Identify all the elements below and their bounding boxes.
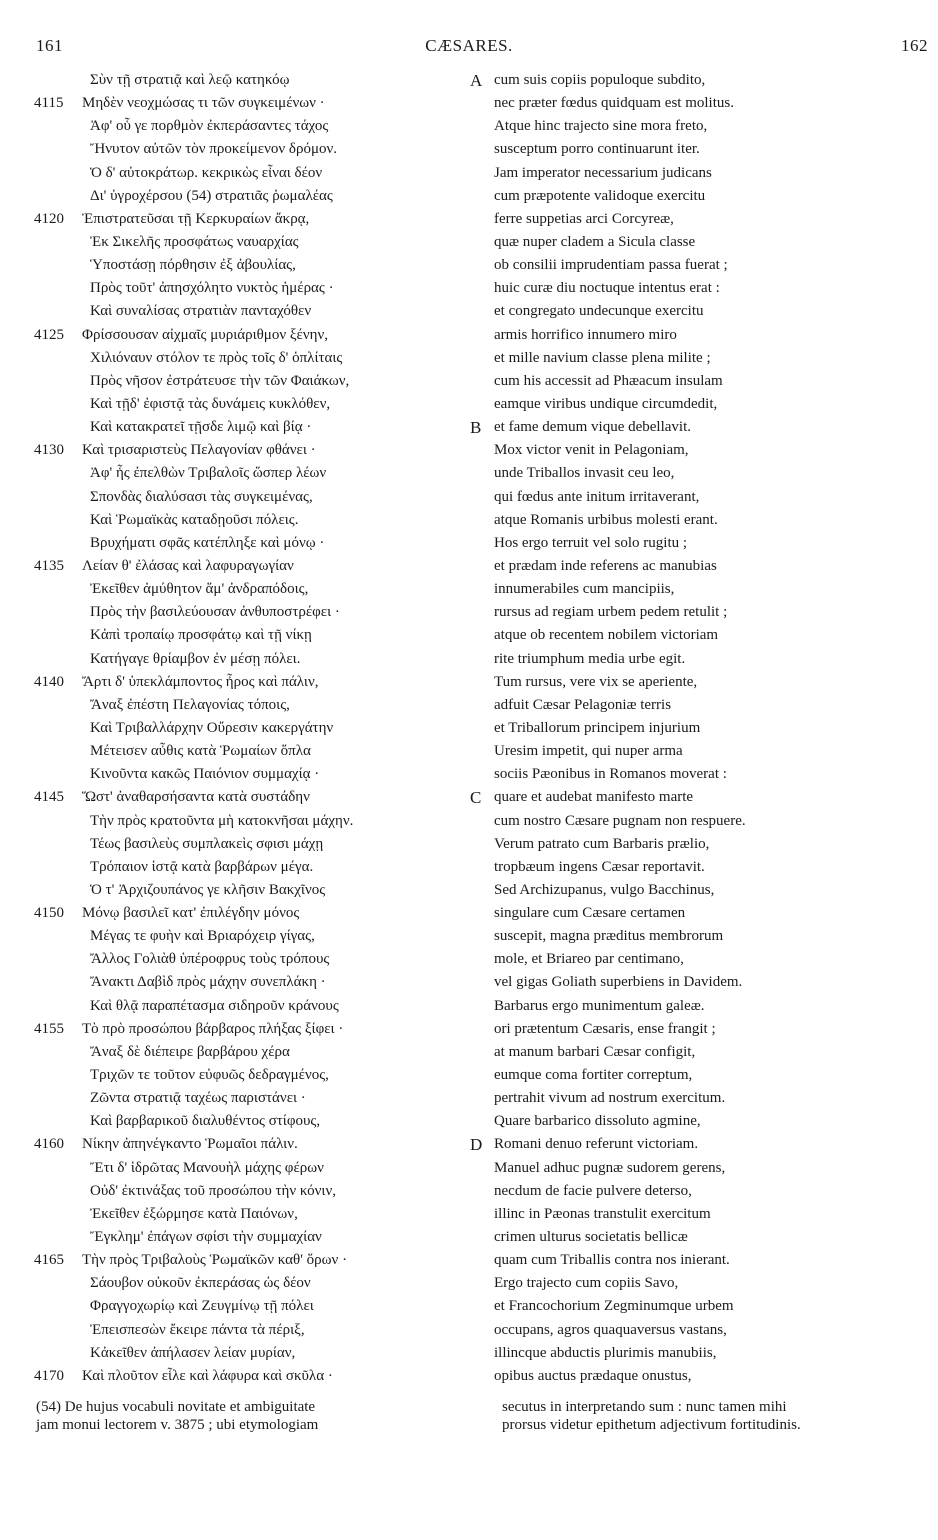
latin-verse-text: ob consilii imprudentiam passa fuerat ;	[494, 257, 728, 274]
latin-verse-text: adfuit Cæsar Pelagoniæ terris	[494, 696, 672, 713]
greek-verse-line	[34, 1041, 484, 1064]
latin-verse-line	[470, 1295, 930, 1318]
latin-verse-text: et prædam inde referens ac manubias	[494, 557, 717, 574]
latin-verse-line	[470, 393, 930, 416]
latin-verse-line	[470, 717, 930, 740]
greek-verse-line	[34, 1064, 484, 1087]
latin-verse-line	[470, 324, 930, 347]
greek-verse-line	[34, 786, 484, 809]
verse-number: 4140	[34, 673, 64, 690]
latin-verse-line	[470, 92, 930, 115]
greek-verse-line	[34, 1365, 484, 1388]
latin-verse-text: huic curæ diu noctuque intentus erat :	[494, 280, 720, 297]
latin-verse-text: cum suis copiis populoque subdito,	[494, 72, 706, 88]
greek-verse-text: Δι' ὑγροχέρσου (54) στρατιᾶς ῥωμαλέας	[90, 187, 333, 204]
greek-verse-line	[34, 1319, 484, 1342]
greek-verse-text: Μηδὲν νεοχμώσας τι τῶν συγκειμένων ·	[82, 95, 325, 112]
greek-verse-line	[34, 92, 484, 115]
footnote-left	[36, 1398, 476, 1434]
greek-verse-text: Καὶ βαρβαρικοῦ διαλυθέντος στίφους,	[90, 1113, 321, 1130]
greek-verse-line	[34, 231, 484, 254]
greek-verse-text: Σπονδὰς διαλύσασι τὰς συγκειμένας,	[90, 488, 313, 505]
greek-verse-line	[34, 925, 484, 948]
latin-verse-text: rursus ad regiam urbem pedem retulit ;	[494, 604, 728, 621]
latin-verse-text: illincque abductis plurimis manubiis,	[494, 1344, 717, 1361]
latin-verse-line	[470, 439, 930, 462]
greek-verse-line	[34, 115, 484, 138]
latin-verse-line	[470, 879, 930, 902]
greek-verse-text: Τέως βασιλεὺς συμπλακεὶς σφισι μάχῃ	[90, 835, 324, 852]
greek-verse-text: Ἀφ' οὗ γε πορθμὸν ἐκπεράσαντες τάχος	[90, 118, 329, 135]
greek-verse-text: Ἐπιστρατεῦσαι τῇ Κερκυραίων ἄκρᾳ,	[82, 210, 310, 227]
greek-verse-text: Καὶ Ῥωμαϊκὰς καταδῃοῦσι πόλεις.	[90, 511, 299, 528]
running-title: CÆSARES.	[425, 36, 513, 55]
latin-verse-text: suscepit, magna præditus membrorum	[494, 928, 724, 945]
greek-verse-text: Κἀκεῖθεν ἀπήλασεν λείαν μυρίαν,	[90, 1344, 296, 1361]
section-marker: C	[470, 788, 482, 808]
greek-verse-text: Καὶ κατακρατεῖ τῇσδε λιμῷ καὶ βίᾳ ·	[90, 419, 312, 436]
greek-verse-text: Ἄναξ ἐπέστη Πελαγονίας τόποις,	[90, 696, 290, 713]
latin-verse-text: ori prætentum Cæsaris, ense frangit ;	[494, 1020, 716, 1037]
greek-verse-line	[34, 324, 484, 347]
latin-verse-line	[470, 208, 930, 231]
latin-verse-text: Jam imperator necessarium judicans	[494, 164, 712, 181]
greek-verse-text: Ἐκεῖθεν ἐξώρμησε κατὰ Παιόνων,	[90, 1205, 298, 1222]
greek-verse-line	[34, 1342, 484, 1365]
verse-number: 4150	[34, 905, 64, 922]
greek-verse-line	[34, 1249, 484, 1272]
latin-verse-line	[470, 995, 930, 1018]
greek-verse-text: Ζῶντα στρατιᾷ ταχέως παριστάνει ·	[90, 1090, 306, 1107]
greek-verse-text: Χιλιόναυν στόλον τε πρὸς τοῖς δ' ὁπλίταις	[90, 349, 343, 366]
greek-verse-line	[34, 254, 484, 277]
greek-verse-line	[34, 624, 484, 647]
greek-verse-line	[34, 601, 484, 624]
latin-verse-line	[470, 486, 930, 509]
latin-verse-text: Uresim impetit, qui nuper arma	[494, 743, 683, 760]
latin-verse-text: qui fœdus ante initum irritaverant,	[494, 488, 700, 505]
greek-verse-line	[34, 138, 484, 161]
greek-verse-line	[34, 1087, 484, 1110]
latin-verse-text: atque Romanis urbibus molesti erant.	[494, 511, 718, 528]
greek-verse-text: Πρὸς νῆσον ἐστράτευσε τὴν τῶν Φαιάκων,	[90, 372, 350, 389]
footnote-line: secutus in interpretando sum : nunc tamen mihi	[502, 1399, 787, 1415]
greek-verse-line	[34, 277, 484, 300]
latin-verse-text: cum nostro Cæsare pugnam non respuere.	[494, 812, 746, 829]
latin-verse-line	[470, 1365, 930, 1388]
greek-verse-line	[34, 578, 484, 601]
latin-verse-line	[470, 1041, 930, 1064]
section-marker: B	[470, 418, 482, 438]
greek-verse-line	[34, 948, 484, 971]
greek-verse-text: Τὸ πρὸ προσώπου βάρβαρος πλήξας ξίφει ·	[82, 1020, 344, 1037]
greek-verse-line	[34, 1226, 484, 1249]
greek-verse-text: Λείαν θ' ἐλάσας καὶ λαφυραγωγίαν	[82, 557, 294, 574]
latin-verse-text: unde Triballos invasit ceu leo,	[494, 465, 675, 482]
greek-verse-text: Ἐπεισπεσὼν ἔκειρε πάντα τὰ πέριξ,	[90, 1321, 305, 1338]
latin-verse-line	[470, 740, 930, 763]
verse-number: 4125	[34, 326, 64, 343]
greek-verse-text: Ἐκεῖθεν ἀμύθητον ἅμ' ἀνδραπόδοις,	[90, 581, 309, 598]
greek-verse-text: Μέτεισεν αὖθις κατὰ Ῥωμαίων ὅπλα	[90, 743, 311, 760]
greek-verse-line	[34, 208, 484, 231]
greek-verse-line	[34, 971, 484, 994]
latin-verse-line	[470, 1319, 930, 1342]
latin-verse-text: singulare cum Cæsare certamen	[494, 905, 686, 922]
latin-verse-text: crimen ulturus societatis bellicæ	[494, 1229, 688, 1246]
latin-text-column	[470, 69, 930, 1388]
greek-verse-text: Τὴν πρὸς Τριβαλοὺς Ῥωμαϊκῶν καθ' ὅρων ·	[82, 1252, 348, 1269]
greek-verse-line	[34, 416, 484, 439]
page-number-right: 162	[901, 36, 928, 55]
greek-verse-line	[34, 1157, 484, 1180]
greek-verse-line	[34, 462, 484, 485]
latin-verse-line	[470, 856, 930, 879]
latin-verse-line	[470, 763, 930, 786]
latin-verse-line	[470, 648, 930, 671]
latin-verse-text: tropbæum ingens Cæsar reportavit.	[494, 858, 705, 875]
greek-verse-text: Ὁ τ' Ἀρχιζουπάνος γε κλῆσιν Βακχῖνος	[90, 881, 326, 898]
latin-verse-line	[470, 1226, 930, 1249]
greek-verse-line	[34, 671, 484, 694]
latin-verse-line	[470, 902, 930, 925]
latin-verse-text: Sed Archizupanus, vulgo Bacchinus,	[494, 881, 715, 898]
latin-verse-line	[470, 578, 930, 601]
greek-verse-text: Τριχῶν τε τοῦτον εὐφυῶς δεδραγμένος,	[90, 1067, 329, 1084]
greek-verse-line	[34, 162, 484, 185]
greek-verse-text: Ὥστ' ἀναθαρσήσαντα κατὰ συστάδην	[82, 789, 310, 806]
latin-verse-line	[470, 925, 930, 948]
latin-verse-text: cum præpotente validoque exercitu	[494, 187, 706, 204]
greek-verse-line	[34, 1133, 484, 1156]
greek-verse-text: Μέγας τε φυὴν καὶ Βριαρόχειρ γίγας,	[90, 928, 315, 945]
latin-verse-line	[470, 277, 930, 300]
verse-number: 4145	[34, 789, 64, 806]
latin-verse-text: susceptum porro continuarunt iter.	[494, 141, 700, 158]
latin-verse-line	[470, 1064, 930, 1087]
greek-verse-line	[34, 995, 484, 1018]
greek-verse-line	[34, 300, 484, 323]
latin-verse-line	[470, 254, 930, 277]
latin-verse-text: ferre suppetias arci Corcyreæ,	[494, 210, 674, 227]
latin-verse-line	[470, 1157, 930, 1180]
latin-verse-text: et fame demum vique debellavit.	[494, 419, 692, 436]
latin-verse-line	[470, 347, 930, 370]
greek-verse-line	[34, 717, 484, 740]
verse-number: 4130	[34, 442, 64, 459]
latin-verse-text: rite triumphum media urbe egit.	[494, 650, 686, 667]
greek-verse-text: Ἄναξ δὲ διέπειρε βαρβάρου χέρα	[90, 1043, 290, 1060]
greek-verse-text: Ὑποστάσῃ πόρθησιν ἐξ ἀβουλίας,	[90, 257, 296, 274]
latin-verse-line	[470, 1342, 930, 1365]
greek-verse-line	[34, 694, 484, 717]
greek-verse-text: Φραγγοχωρίῳ καὶ Ζευγμίνῳ τῇ πόλει	[90, 1298, 314, 1315]
latin-verse-text: mole, et Briareo par centimano,	[494, 951, 684, 968]
greek-verse-text: Ἔτι δ' ἱδρῶτας Μανουὴλ μάχης φέρων	[90, 1159, 324, 1176]
latin-verse-line	[470, 1249, 930, 1272]
section-marker: A	[470, 71, 483, 90]
latin-verse-text: et Francochorium Zegminumque urbem	[494, 1298, 734, 1315]
verse-number: 4170	[34, 1367, 64, 1384]
greek-verse-line	[34, 810, 484, 833]
greek-verse-text: Οὐδ' ἐκτινάξας τοῦ προσώπου τὴν κόνιν,	[90, 1182, 336, 1199]
latin-verse-text: Quare barbarico dissoluto agmine,	[494, 1113, 701, 1130]
greek-verse-line	[34, 856, 484, 879]
greek-verse-line	[34, 509, 484, 532]
greek-verse-text: Καὶ θλᾷ παραπέτασμα σιδηροῦν κράνους	[90, 997, 339, 1014]
latin-verse-line	[470, 509, 930, 532]
greek-verse-text: Μόνῳ βασιλεῖ κατ' ἐπιλέγδην μόνος	[82, 905, 300, 922]
verse-number: 4120	[34, 210, 64, 227]
greek-verse-line	[34, 185, 484, 208]
latin-verse-text: eumque coma fortiter correptum,	[494, 1067, 693, 1084]
latin-verse-text: Tum rursus, vere vix se aperiente,	[494, 673, 698, 690]
latin-verse-line	[470, 833, 930, 856]
latin-verse-line	[470, 694, 930, 717]
latin-verse-line	[470, 231, 930, 254]
latin-verse-text: quæ nuper cladem a Sicula classe	[494, 233, 696, 250]
greek-verse-text: Καὶ τῇδ' ἐφιστᾷ τὰς δυνάμεις κυκλόθεν,	[90, 395, 331, 412]
greek-verse-line	[34, 1110, 484, 1133]
greek-verse-text: Κινοῦντα κακῶς Παιόνιον συμμαχίᾳ ·	[90, 766, 320, 783]
greek-verse-line	[34, 740, 484, 763]
greek-verse-line	[34, 833, 484, 856]
greek-verse-line	[34, 555, 484, 578]
verse-number: 4155	[34, 1020, 64, 1037]
latin-verse-line	[470, 1087, 930, 1110]
greek-verse-line	[34, 1203, 484, 1226]
greek-verse-text: Φρίσσουσαν αἰχμαῖς μυριάριθμον ξένην,	[82, 326, 329, 343]
greek-verse-text: Καὶ συναλίσας στρατιὰν πανταχόθεν	[90, 303, 312, 320]
latin-verse-text: cum his accessit ad Phæacum insulam	[494, 372, 723, 389]
latin-verse-line	[470, 162, 930, 185]
greek-verse-line	[34, 69, 484, 92]
greek-verse-line	[34, 1295, 484, 1318]
greek-verse-text: Πρὸς τὴν βασιλεύουσαν ἀνθυποστρέφει ·	[90, 604, 340, 621]
latin-verse-text: armis horrifico innumero miro	[494, 326, 677, 343]
greek-verse-text: Κἀπὶ τροπαίῳ προσφάτῳ καὶ τῇ νίκῃ	[90, 627, 312, 644]
verse-number: 4135	[34, 557, 64, 574]
greek-verse-text: Νίκην ἀπηνέγκαντο Ῥωμαῖοι πάλιν.	[82, 1136, 298, 1153]
latin-verse-line	[470, 1110, 930, 1133]
greek-verse-line	[34, 393, 484, 416]
greek-verse-text: Καὶ τρισαριστεὺς Πελαγονίαν φθάνει ·	[82, 442, 316, 459]
latin-verse-line	[470, 300, 930, 323]
latin-verse-line	[470, 810, 930, 833]
verse-number: 4165	[34, 1252, 64, 1269]
latin-verse-text: illinc in Pæonas transtulit exercitum	[494, 1205, 711, 1222]
latin-verse-line	[470, 671, 930, 694]
greek-verse-line	[34, 879, 484, 902]
latin-verse-text: Ergo trajecto cum copiis Savo,	[494, 1275, 679, 1292]
latin-verse-line	[470, 624, 930, 647]
latin-verse-text: Mox victor venit in Pelagoniam,	[494, 442, 689, 459]
latin-verse-line	[470, 1272, 930, 1295]
latin-verse-line	[470, 971, 930, 994]
latin-verse-text: quare et audebat manifesto marte	[494, 789, 694, 806]
latin-verse-line	[470, 69, 930, 92]
latin-verse-text: Barbarus ergo munimentum galeæ.	[494, 997, 705, 1014]
latin-verse-text: opibus auctus prædaque onustus,	[494, 1367, 692, 1384]
latin-verse-line	[470, 601, 930, 624]
greek-verse-text: Ἐκ Σικελῆς προσφάτως ναυαρχίας	[90, 233, 299, 250]
greek-verse-line	[34, 1018, 484, 1041]
latin-verse-line	[470, 948, 930, 971]
latin-verse-text: et Triballorum principem injurium	[494, 719, 701, 736]
latin-verse-line	[470, 416, 930, 439]
latin-verse-line	[470, 1018, 930, 1041]
greek-verse-text: Ἄλλος Γολιὰθ ὑπέροφρυς τοὺς τρόπους	[90, 951, 330, 968]
section-marker: D	[470, 1135, 483, 1155]
latin-verse-line	[470, 1133, 930, 1156]
footnote-line: prorsus videtur epithetum adjectivum fortitudinis.	[502, 1417, 801, 1433]
latin-verse-text: Romani denuo referunt victoriam.	[494, 1136, 699, 1153]
latin-verse-line	[470, 1203, 930, 1226]
latin-verse-text: Verum patrato cum Barbaris prælio,	[494, 835, 710, 852]
greek-verse-text: Ὁ δ' αὐτοκράτωρ. κεκρικὼς εἶναι δέον	[90, 164, 323, 181]
latin-verse-text: eamque viribus undique circumdedit,	[494, 395, 718, 412]
verse-number: 4115	[34, 95, 64, 112]
greek-verse-text: Τρόπαιον ἱστᾷ κατὰ βαρβάρων μέγα.	[90, 858, 314, 875]
latin-verse-text: Atque hinc trajecto sine mora freto,	[494, 118, 708, 135]
greek-verse-text: Πρὸς τοῦτ' ἀπησχόλητο νυκτὸς ἡμέρας ·	[90, 280, 334, 297]
latin-verse-text: atque ob recentem nobilem victoriam	[494, 627, 719, 644]
latin-verse-line	[470, 555, 930, 578]
latin-verse-line	[470, 370, 930, 393]
greek-verse-text: Ἀφ' ἧς ἐπελθὼν Τριβαλοῖς ὥσπερ λέων	[90, 465, 327, 482]
latin-verse-text: nec præter fœdus quidquam est molitus.	[494, 95, 734, 112]
greek-text-column	[34, 69, 484, 1388]
greek-verse-text: Ἄρτι δ' ὑπεκλάμποντος ἦρος καὶ πάλιν,	[82, 673, 319, 690]
greek-verse-line	[34, 902, 484, 925]
footnote-right	[502, 1398, 932, 1434]
greek-verse-line	[34, 1272, 484, 1295]
latin-verse-line	[470, 185, 930, 208]
latin-verse-line	[470, 1180, 930, 1203]
greek-verse-text: Καὶ Τριβαλλάρχην Οὔρεσιν κακεργάτην	[90, 719, 334, 736]
latin-verse-line	[470, 115, 930, 138]
greek-verse-text: Τὴν πρὸς κρατοῦντα μὴ κατοκνῆσαι μάχην.	[90, 812, 354, 829]
latin-verse-text: sociis Pæonibus in Romanos moverat :	[494, 766, 727, 783]
page-number-left: 161	[36, 36, 63, 55]
greek-verse-line	[34, 763, 484, 786]
greek-verse-text: Σάουβον οὐκοῦν ἐκπεράσας ὡς δέον	[90, 1275, 311, 1292]
greek-verse-text: Ἔγκλημ' ἐπάγων σφίσι τὴν συμμαχίαν	[90, 1229, 322, 1246]
greek-verse-text: Σὺν τῇ στρατιᾷ καὶ λεῷ κατηκόῳ	[90, 72, 290, 88]
greek-verse-text: Ἤνυτον αὐτῶν τὸν προκείμενον δρόμον.	[90, 141, 338, 158]
greek-verse-line	[34, 1180, 484, 1203]
footnote-line: jam monui lectorem v. 3875 ; ubi etymologiam	[36, 1417, 319, 1433]
latin-verse-text: et mille navium classe plena milite ;	[494, 349, 711, 366]
greek-verse-line	[34, 486, 484, 509]
latin-verse-text: et congregato undecunque exercitu	[494, 303, 704, 320]
greek-verse-line	[34, 532, 484, 555]
latin-verse-text: necdum de facie pulvere deterso,	[494, 1182, 692, 1199]
greek-verse-text: Κατήγαγε θρίαμβον ἐν μέσῃ πόλει.	[90, 650, 301, 667]
latin-verse-text: vel gigas Goliath superbiens in Davidem.	[494, 974, 743, 991]
latin-verse-text: Hos ergo terruit vel solo rugitu ;	[494, 534, 688, 551]
latin-verse-text: quam cum Triballis contra nos inierant.	[494, 1252, 730, 1269]
greek-verse-text: Καὶ πλοῦτον εἷλε καὶ λάφυρα καὶ σκῦλα ·	[82, 1367, 333, 1384]
greek-verse-line	[34, 648, 484, 671]
latin-verse-line	[470, 786, 930, 809]
latin-verse-text: pertrahit vivum ad nostrum exercitum.	[494, 1090, 726, 1107]
footnote-line: (54) De hujus vocabuli novitate et ambiguitate	[36, 1399, 316, 1415]
greek-verse-line	[34, 370, 484, 393]
greek-verse-line	[34, 347, 484, 370]
greek-verse-text: Βρυχήματι σφᾶς κατέπληξε καὶ μόνῳ ·	[90, 534, 325, 551]
verse-number: 4160	[34, 1136, 64, 1153]
latin-verse-line	[470, 462, 930, 485]
latin-verse-text: Manuel adhuc pugnæ sudorem gerens,	[494, 1159, 726, 1176]
page-header	[0, 36, 938, 58]
greek-verse-line	[34, 439, 484, 462]
latin-verse-line	[470, 532, 930, 555]
latin-verse-text: occupans, agros quaquaversus vastans,	[494, 1321, 727, 1338]
latin-verse-line	[470, 138, 930, 161]
latin-verse-text: innumerabiles cum mancipiis,	[494, 581, 675, 598]
latin-verse-text: at manum barbari Cæsar configit,	[494, 1043, 696, 1060]
greek-verse-text: Ἄνακτι Δαβὶδ πρὸς μάχην συνεπλάκη ·	[90, 974, 326, 991]
